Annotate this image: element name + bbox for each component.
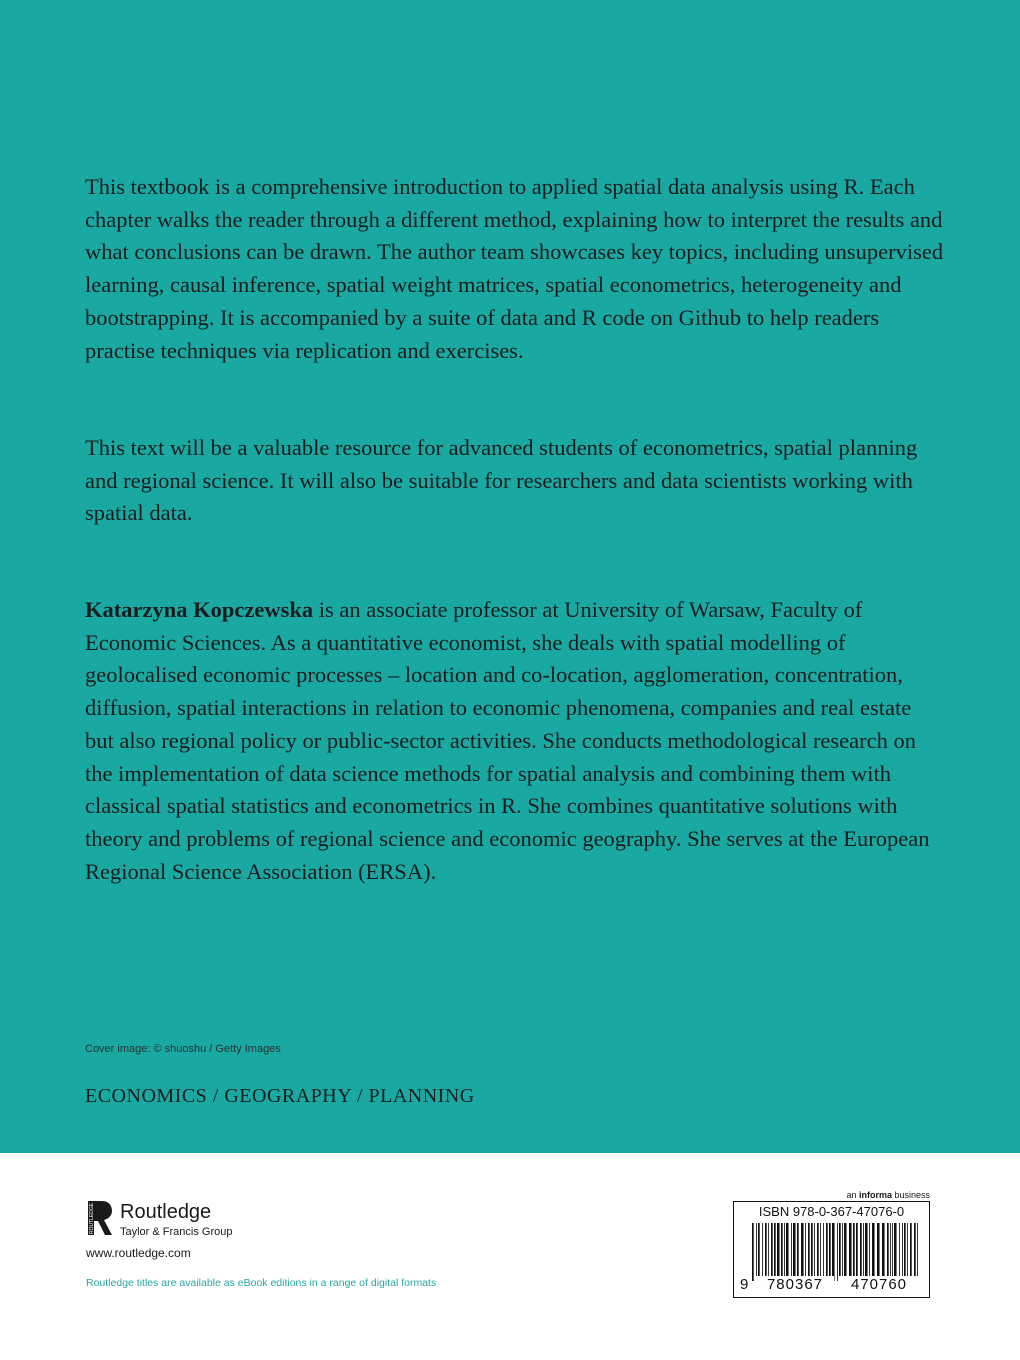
barcode-bar bbox=[837, 1223, 838, 1281]
informa-brand: informa bbox=[858, 1190, 892, 1200]
barcode-bar bbox=[865, 1223, 868, 1281]
publisher-name: Routledge bbox=[120, 1201, 212, 1223]
barcode-bar bbox=[758, 1223, 760, 1281]
ean-left-group: 780367 bbox=[756, 1276, 834, 1293]
barcode-bar bbox=[814, 1223, 815, 1281]
logo-vertical-text: ROUTLEDGE bbox=[89, 1202, 95, 1234]
barcode-bar bbox=[894, 1223, 897, 1281]
barcode-bar bbox=[877, 1223, 880, 1281]
barcode-bars bbox=[752, 1223, 922, 1281]
barcode-bar bbox=[756, 1223, 757, 1281]
barcode-bar bbox=[869, 1223, 870, 1281]
barcode-bar bbox=[781, 1223, 783, 1281]
publisher-url: www.routledge.com bbox=[86, 1246, 191, 1260]
barcode-bar bbox=[801, 1223, 804, 1281]
barcode-bar bbox=[793, 1223, 796, 1281]
author-bio-text: is an associate professor at University of Warsaw, Faculty of Economic Sciences. As a quantitative economist, she deals with spatial modelling of geolocalised economic processes – location and co-location, agglomeration, concentration, diffusion, spatial interactions in relation to economic phenomena, companies and real estate but also regional policy or public-sector activities. She conducts methodological research on the implementation of data science methods for spatial analysis and combining them with classical spatial statistics and econometrics in R. She combines quantitative solutions with theory and problems of regional science and economic geography. She serves at the European Regional Science Association (ERSA). bbox=[85, 597, 930, 884]
informa-tagline: an informa business bbox=[846, 1190, 930, 1200]
barcode-bar bbox=[856, 1223, 858, 1281]
barcode-bar bbox=[904, 1223, 906, 1281]
barcode-bar bbox=[817, 1223, 819, 1281]
barcode-bar bbox=[808, 1223, 810, 1281]
isbn-label: ISBN 978-0-367-47076-0 bbox=[758, 1204, 905, 1219]
barcode-bar bbox=[823, 1223, 824, 1281]
ean-first-digit: 9 bbox=[740, 1276, 749, 1293]
barcode-bar bbox=[786, 1223, 789, 1281]
barcode-bar bbox=[863, 1223, 864, 1281]
barcode-bar bbox=[872, 1223, 875, 1281]
barcode-bar bbox=[829, 1223, 831, 1281]
barcode-bar bbox=[774, 1223, 776, 1281]
barcode-bar bbox=[853, 1223, 855, 1281]
barcode-bar bbox=[752, 1223, 754, 1281]
barcode-bar bbox=[839, 1223, 841, 1281]
ean-right-group: 470760 bbox=[839, 1276, 919, 1293]
barcode-bar bbox=[917, 1223, 918, 1281]
barcode-bar bbox=[791, 1223, 792, 1281]
routledge-logo-icon bbox=[86, 1199, 114, 1237]
isbn-barcode bbox=[733, 1201, 930, 1298]
barcode-bar bbox=[768, 1223, 769, 1281]
barcode-bar bbox=[844, 1223, 847, 1281]
barcode-bar bbox=[797, 1223, 799, 1281]
barcode-bar bbox=[820, 1223, 821, 1281]
barcode-bar bbox=[910, 1223, 912, 1281]
barcode-bar bbox=[899, 1223, 900, 1281]
barcode-bar bbox=[811, 1223, 813, 1281]
barcode-bar bbox=[849, 1223, 852, 1281]
publisher-group: Taylor & Francis Group bbox=[120, 1226, 233, 1238]
barcode-bar bbox=[826, 1223, 828, 1281]
description-paragraph-2: This text will be a valuable resource for advanced students of econometrics, spatial planning and regional science. It will also be suitable for researchers and data scientists working with spatial data. bbox=[85, 435, 918, 526]
barcode-bar bbox=[892, 1223, 893, 1281]
barcode-bar bbox=[907, 1223, 908, 1281]
barcode-bar bbox=[784, 1223, 785, 1281]
barcode-bar bbox=[842, 1223, 843, 1281]
cover-image-credit: Cover image: © shuoshu / Getty Images bbox=[85, 1043, 281, 1055]
barcode-bar bbox=[860, 1223, 862, 1281]
ebook-note: Routledge titles are available as eBook editions in a range of digital formats bbox=[86, 1277, 437, 1289]
barcode-bar bbox=[902, 1223, 903, 1281]
barcode-bar bbox=[771, 1223, 773, 1281]
author-bio bbox=[85, 594, 945, 888]
barcode-bar bbox=[882, 1223, 885, 1281]
barcode-bar bbox=[762, 1223, 763, 1281]
subject-categories: ECONOMICS / GEOGRAPHY / PLANNING bbox=[85, 1085, 475, 1107]
barcode-bar bbox=[832, 1223, 835, 1281]
barcode-bar bbox=[805, 1223, 806, 1281]
author-name: Katarzyna Kopczewska bbox=[85, 597, 314, 622]
barcode-bar bbox=[914, 1223, 916, 1281]
barcode-bar bbox=[887, 1223, 889, 1281]
barcode-bar bbox=[890, 1223, 891, 1281]
barcode-bar bbox=[765, 1223, 767, 1281]
barcode-bar bbox=[777, 1223, 780, 1281]
description-paragraph-1: This textbook is a comprehensive introduction to applied spatial data analysis using R. Each chapter walks the reader through a different method, explaining how to interpret the results and what conclusions can be drawn. The author team showcases key topics, including unsupervised learning, causal inference, spatial weight matrices, spatial econometrics, heterogeneity and bootstrapping. It is accompanied by a suite of data and R code on Github to help readers practise techniques via replication and exercises. bbox=[85, 174, 944, 363]
